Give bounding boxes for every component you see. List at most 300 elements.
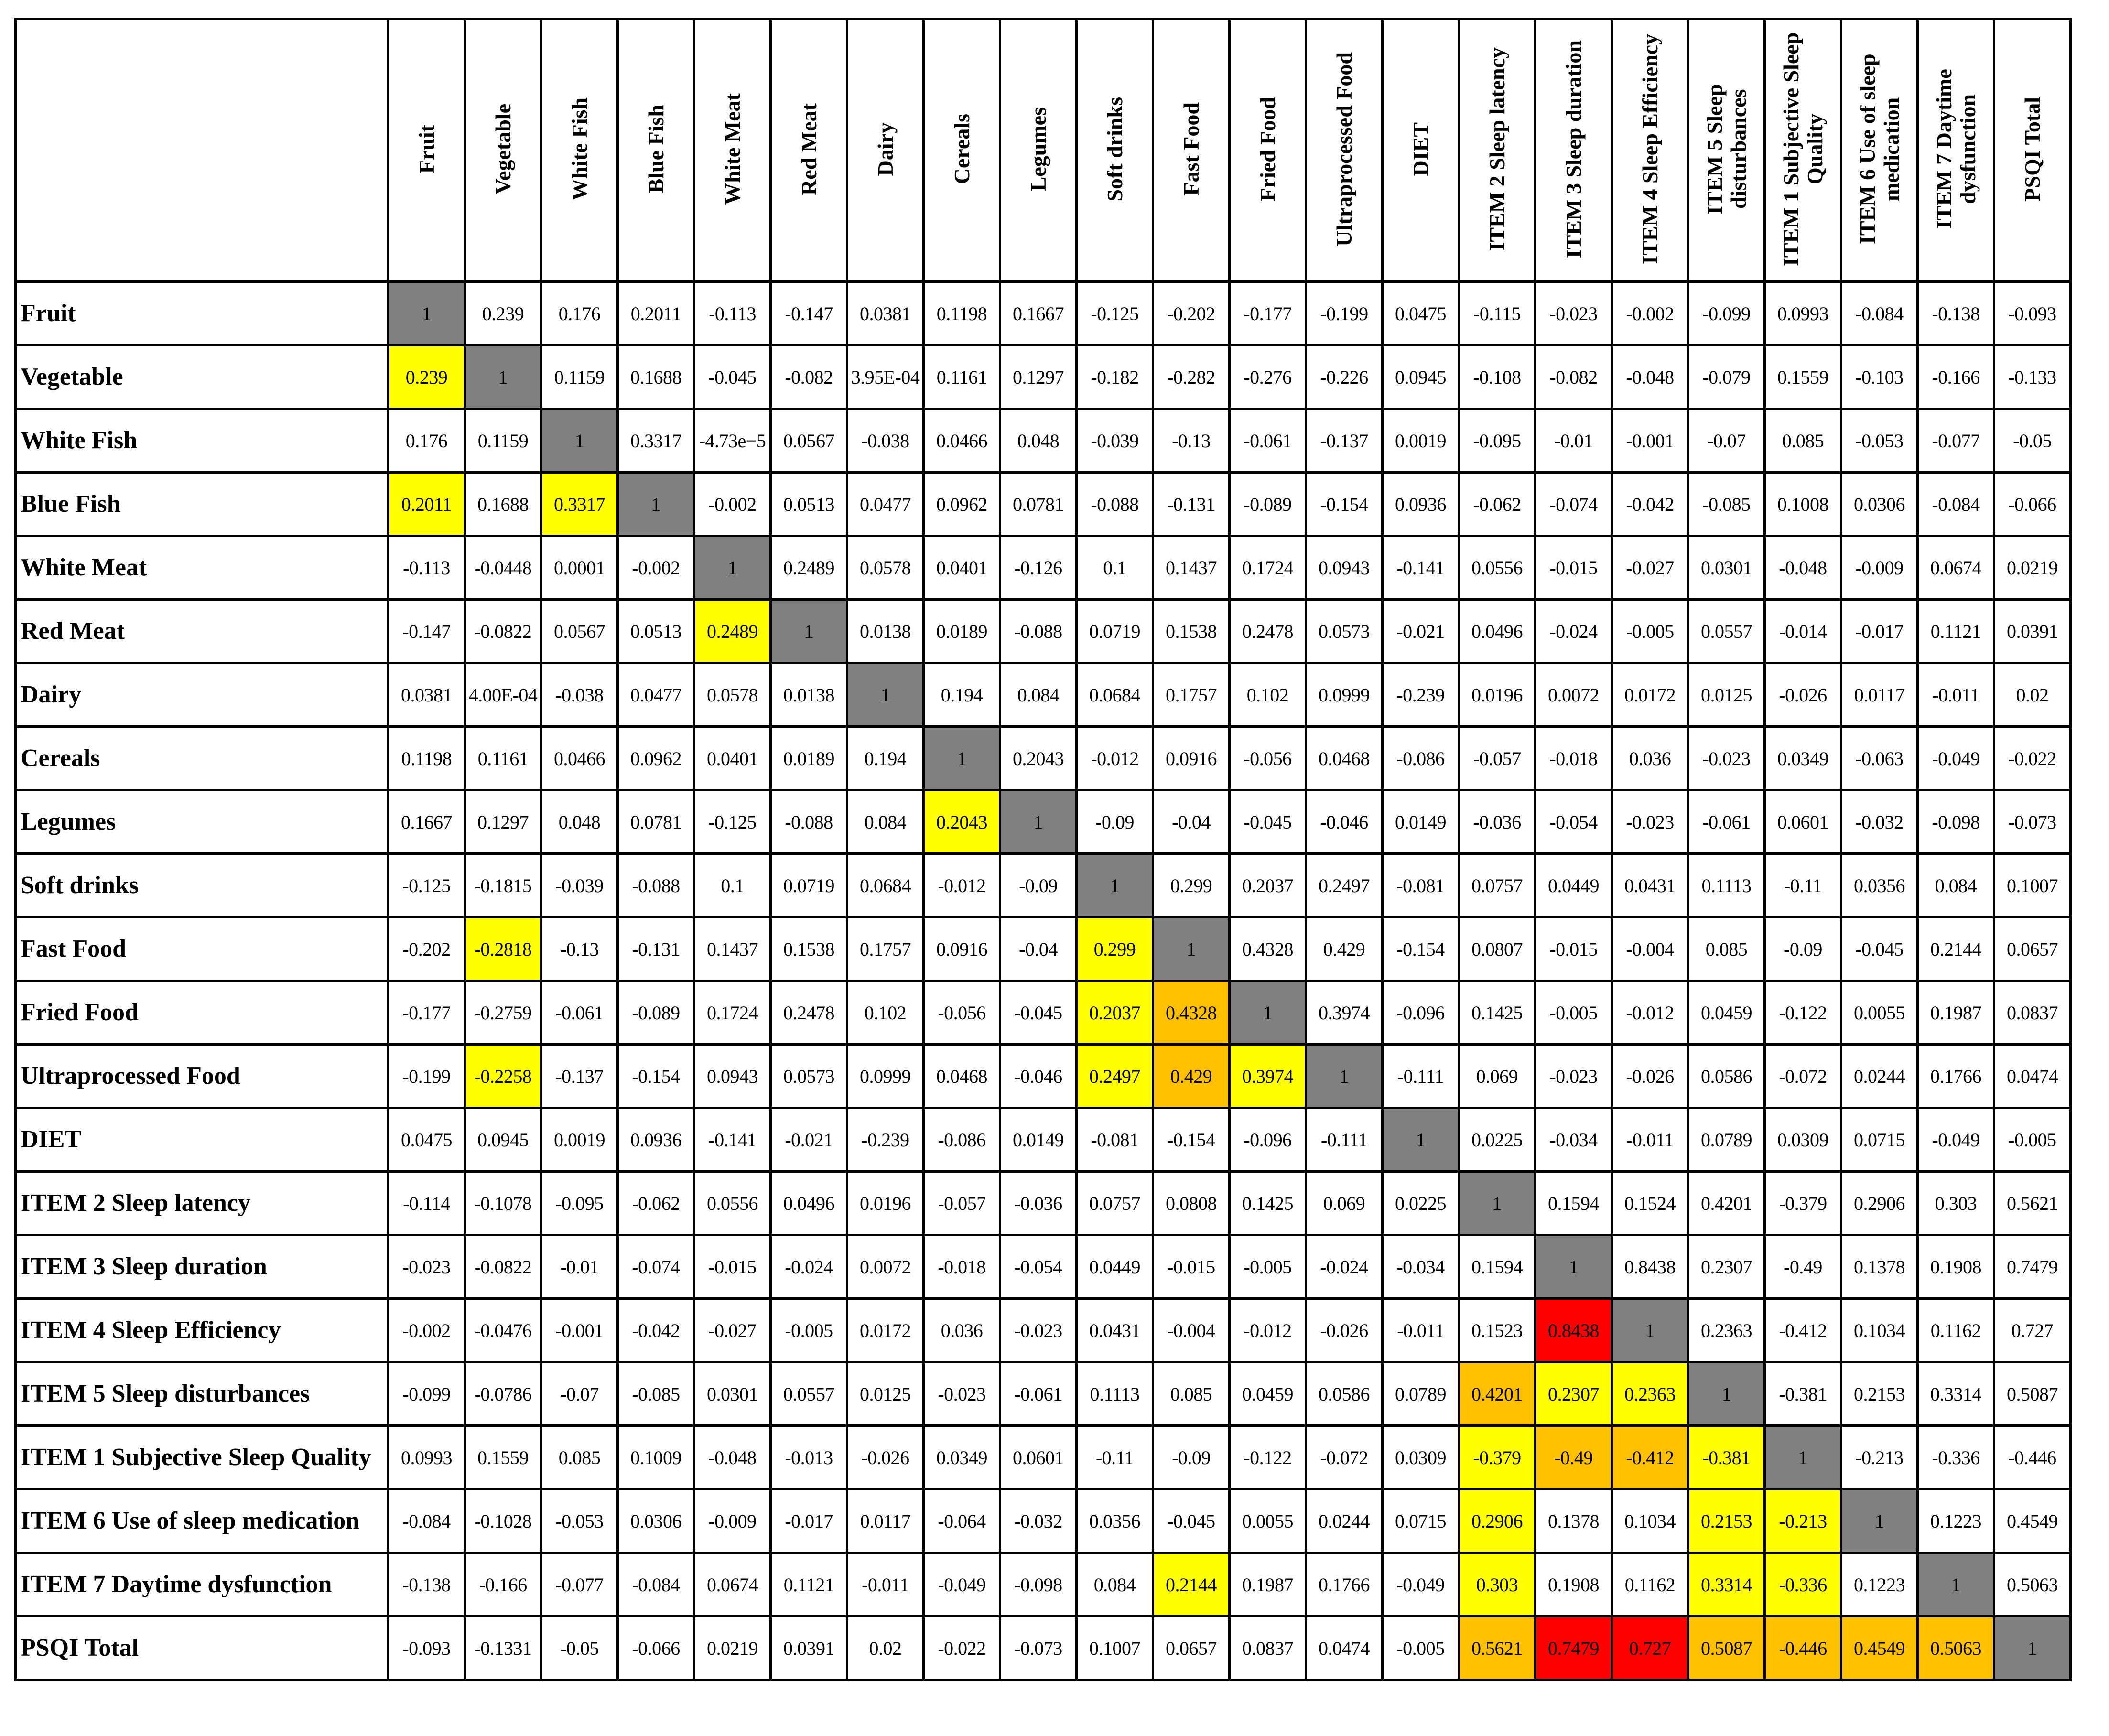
column-header xyxy=(1994,19,2071,282)
correlation-cell: -0.011 xyxy=(1918,663,1994,727)
correlation-cell: 0.0557 xyxy=(1688,600,1765,663)
correlation-cell: -0.379 xyxy=(1459,1426,1536,1489)
correlation-cell: 0.1159 xyxy=(465,409,541,473)
correlation-cell: 0.2906 xyxy=(1459,1489,1536,1553)
correlation-cell: -0.09 xyxy=(1153,1426,1230,1489)
correlation-cell: -0.125 xyxy=(389,854,465,917)
diagonal-cell: 1 xyxy=(465,345,541,409)
correlation-cell: -0.0448 xyxy=(465,536,541,600)
correlation-cell: -0.011 xyxy=(1612,1108,1688,1172)
correlation-cell: -0.1331 xyxy=(465,1617,541,1680)
correlation-cell: -0.005 xyxy=(771,1299,847,1362)
table-row xyxy=(16,1362,2071,1426)
correlation-cell: -0.0786 xyxy=(465,1362,541,1426)
correlation-cell: -0.026 xyxy=(1612,1045,1688,1108)
correlation-cell: 0.069 xyxy=(1459,1045,1536,1108)
correlation-cell: -0.036 xyxy=(1459,790,1536,854)
correlation-cell: 0.194 xyxy=(847,727,924,790)
correlation-cell: 0.0567 xyxy=(541,600,618,663)
correlation-cell: 0.0586 xyxy=(1306,1362,1383,1426)
correlation-cell: 0.4549 xyxy=(1994,1489,2071,1553)
correlation-cell: -0.002 xyxy=(618,536,694,600)
correlation-cell: 0.0055 xyxy=(1230,1489,1306,1553)
correlation-cell: 0.5063 xyxy=(1918,1617,1994,1680)
correlation-cell: 0.0125 xyxy=(847,1362,924,1426)
row-header: ITEM 4 Sleep Efficiency xyxy=(16,1299,389,1362)
correlation-cell: 0.1 xyxy=(1077,536,1153,600)
correlation-cell: -0.002 xyxy=(1612,282,1688,345)
correlation-cell: 0.0244 xyxy=(1841,1045,1918,1108)
correlation-cell: -0.111 xyxy=(1306,1108,1383,1172)
correlation-cell: -0.082 xyxy=(771,345,847,409)
correlation-cell: -0.125 xyxy=(1077,282,1153,345)
correlation-cell: -0.096 xyxy=(1383,981,1459,1045)
column-header-label: Blue Fish xyxy=(643,105,668,194)
correlation-cell: -0.057 xyxy=(1459,727,1536,790)
correlation-cell: -0.381 xyxy=(1688,1426,1765,1489)
correlation-cell: 0.1159 xyxy=(541,345,618,409)
correlation-cell: 0.0189 xyxy=(924,600,1000,663)
correlation-cell: 0.0459 xyxy=(1688,981,1765,1045)
correlation-cell: 0.0962 xyxy=(924,473,1000,536)
column-header xyxy=(1077,19,1153,282)
correlation-cell: 0.0301 xyxy=(1688,536,1765,600)
diagonal-cell: 1 xyxy=(1994,1617,2071,1680)
correlation-cell: 0.1524 xyxy=(1612,1172,1688,1235)
correlation-cell: -0.062 xyxy=(618,1172,694,1235)
column-header xyxy=(1918,19,1994,282)
correlation-cell: 0.1007 xyxy=(1994,854,2071,917)
correlation-cell: 0.1688 xyxy=(618,345,694,409)
correlation-cell: 0.0391 xyxy=(1994,600,2071,663)
correlation-cell: -0.088 xyxy=(1077,473,1153,536)
correlation-cell: 0.303 xyxy=(1459,1553,1536,1617)
correlation-cell: 0.2497 xyxy=(1306,854,1383,917)
correlation-cell: 0.1667 xyxy=(389,790,465,854)
table-row xyxy=(16,1045,2071,1108)
correlation-cell: 0.3974 xyxy=(1230,1045,1306,1108)
correlation-cell: -0.166 xyxy=(1918,345,1994,409)
correlation-cell: 0.0556 xyxy=(1459,536,1536,600)
correlation-cell: 0.0936 xyxy=(618,1108,694,1172)
table-row xyxy=(16,536,2071,600)
correlation-cell: 0.0356 xyxy=(1077,1489,1153,1553)
row-header: ITEM 1 Subjective Sleep Quality xyxy=(16,1426,389,1489)
correlation-cell: 4.00E-04 xyxy=(465,663,541,727)
correlation-cell: 0.0475 xyxy=(1383,282,1459,345)
correlation-cell: 0.0715 xyxy=(1841,1108,1918,1172)
correlation-cell: -0.177 xyxy=(389,981,465,1045)
correlation-cell: -0.002 xyxy=(389,1299,465,1362)
correlation-cell: 0.0715 xyxy=(1383,1489,1459,1553)
column-header-label: PSQI Total xyxy=(2020,97,2044,202)
correlation-cell: -0.049 xyxy=(1918,727,1994,790)
correlation-cell: -0.056 xyxy=(924,981,1000,1045)
correlation-cell: -0.084 xyxy=(1841,282,1918,345)
table-row xyxy=(16,981,2071,1045)
correlation-cell: -0.2759 xyxy=(465,981,541,1045)
correlation-cell: -0.113 xyxy=(694,282,771,345)
correlation-cell: -0.276 xyxy=(1230,345,1306,409)
table-row xyxy=(16,1299,2071,1362)
diagonal-cell: 1 xyxy=(694,536,771,600)
correlation-cell: -0.137 xyxy=(1306,409,1383,473)
correlation-cell: 0.299 xyxy=(1153,854,1230,917)
correlation-cell: 0.1121 xyxy=(771,1553,847,1617)
correlation-cell: -0.084 xyxy=(389,1489,465,1553)
correlation-cell: -0.099 xyxy=(389,1362,465,1426)
correlation-cell: -0.023 xyxy=(1612,790,1688,854)
column-header xyxy=(694,19,771,282)
correlation-cell: -0.057 xyxy=(924,1172,1000,1235)
correlation-cell: 0.4328 xyxy=(1153,981,1230,1045)
correlation-cell: 0.0601 xyxy=(1000,1426,1077,1489)
row-header: Fruit xyxy=(16,282,389,345)
correlation-cell: 0.0196 xyxy=(1459,663,1536,727)
correlation-cell: 0.2478 xyxy=(771,981,847,1045)
correlation-cell: 0.0573 xyxy=(1306,600,1383,663)
correlation-cell: 0.0674 xyxy=(1918,536,1994,600)
correlation-cell: -0.017 xyxy=(1841,600,1918,663)
row-header: PSQI Total xyxy=(16,1617,389,1680)
correlation-cell: -0.085 xyxy=(1688,473,1765,536)
diagonal-cell: 1 xyxy=(1383,1108,1459,1172)
column-header xyxy=(618,19,694,282)
correlation-cell: -0.027 xyxy=(1612,536,1688,600)
diagonal-cell: 1 xyxy=(1077,854,1153,917)
correlation-cell: 0.0349 xyxy=(1765,727,1841,790)
correlation-cell: 0.2043 xyxy=(1000,727,1077,790)
correlation-cell: 0.1987 xyxy=(1230,1553,1306,1617)
correlation-cell: -0.049 xyxy=(1383,1553,1459,1617)
correlation-cell: 0.0117 xyxy=(1841,663,1918,727)
correlation-cell: 0.0557 xyxy=(771,1362,847,1426)
table-row xyxy=(16,790,2071,854)
correlation-cell: 0.1766 xyxy=(1306,1553,1383,1617)
correlation-cell: -0.2818 xyxy=(465,917,541,981)
column-header xyxy=(1536,19,1612,282)
correlation-cell: 0.2037 xyxy=(1077,981,1153,1045)
correlation-cell: -0.023 xyxy=(1000,1299,1077,1362)
correlation-cell: 0.0993 xyxy=(389,1426,465,1489)
correlation-cell: 0.2144 xyxy=(1918,917,1994,981)
column-header xyxy=(1765,19,1841,282)
correlation-cell: -0.038 xyxy=(847,409,924,473)
correlation-cell: 0.0573 xyxy=(771,1045,847,1108)
correlation-cell: 0.2153 xyxy=(1688,1489,1765,1553)
correlation-cell: -0.039 xyxy=(1077,409,1153,473)
correlation-cell: 0.0496 xyxy=(1459,600,1536,663)
correlation-cell: -0.077 xyxy=(1918,409,1994,473)
correlation-cell: -0.1815 xyxy=(465,854,541,917)
correlation-cell: -0.086 xyxy=(1383,727,1459,790)
correlation-cell: 0.2307 xyxy=(1688,1235,1765,1299)
column-header-label: ITEM 6 Use of sleep medication xyxy=(1855,54,1904,245)
correlation-cell: -0.066 xyxy=(1994,473,2071,536)
correlation-cell: 0.1297 xyxy=(465,790,541,854)
correlation-cell: -0.381 xyxy=(1765,1362,1841,1426)
correlation-cell: 0.1594 xyxy=(1536,1172,1612,1235)
correlation-cell: 0.0719 xyxy=(771,854,847,917)
correlation-cell: 0.0789 xyxy=(1383,1362,1459,1426)
correlation-cell: -0.412 xyxy=(1612,1426,1688,1489)
correlation-cell: 0.0466 xyxy=(924,409,1000,473)
correlation-cell: -0.131 xyxy=(1153,473,1230,536)
correlation-cell: 0.0567 xyxy=(771,409,847,473)
correlation-cell: -0.061 xyxy=(1230,409,1306,473)
correlation-cell: -0.073 xyxy=(1000,1617,1077,1680)
correlation-cell: 0.0936 xyxy=(1383,473,1459,536)
correlation-cell: 0.048 xyxy=(1000,409,1077,473)
correlation-cell: -0.038 xyxy=(541,663,618,727)
correlation-cell: 0.0019 xyxy=(541,1108,618,1172)
correlation-cell: -0.126 xyxy=(1000,536,1077,600)
correlation-cell: 0.0807 xyxy=(1459,917,1536,981)
column-header-label: ITEM 1 Subjective Sleep Quality xyxy=(1778,32,1827,266)
correlation-cell: -0.061 xyxy=(1688,790,1765,854)
correlation-cell: -0.084 xyxy=(618,1553,694,1617)
correlation-cell: 0.3317 xyxy=(618,409,694,473)
row-header: Red Meat xyxy=(16,600,389,663)
correlation-cell: -0.021 xyxy=(771,1108,847,1172)
correlation-cell: 0.1538 xyxy=(771,917,847,981)
correlation-cell: 0.0719 xyxy=(1077,600,1153,663)
correlation-cell: -0.001 xyxy=(1612,409,1688,473)
row-header: DIET xyxy=(16,1108,389,1172)
correlation-cell: 0.0449 xyxy=(1536,854,1612,917)
correlation-cell: 0.1908 xyxy=(1918,1235,1994,1299)
correlation-cell: 0.2478 xyxy=(1230,600,1306,663)
column-header-label: Fruit xyxy=(414,124,439,174)
correlation-cell: -0.082 xyxy=(1536,345,1612,409)
correlation-cell: 0.2489 xyxy=(694,600,771,663)
correlation-cell: 0.727 xyxy=(1994,1299,2071,1362)
correlation-cell: 0.085 xyxy=(1765,409,1841,473)
column-header-label: ITEM 7 Daytime dysfunction xyxy=(1931,69,1980,229)
correlation-cell: 0.1559 xyxy=(1765,345,1841,409)
correlation-cell: 0.1425 xyxy=(1459,981,1536,1045)
correlation-cell: 0.1007 xyxy=(1077,1617,1153,1680)
correlation-cell: -0.012 xyxy=(1230,1299,1306,1362)
correlation-cell: -0.085 xyxy=(618,1362,694,1426)
correlation-cell: 0.0684 xyxy=(847,854,924,917)
correlation-cell: -0.226 xyxy=(1306,345,1383,409)
header-row xyxy=(16,19,2071,282)
correlation-cell: 0.084 xyxy=(847,790,924,854)
correlation-cell: -0.103 xyxy=(1841,345,1918,409)
correlation-cell: 0.8438 xyxy=(1536,1299,1612,1362)
correlation-cell: 0.5087 xyxy=(1994,1362,2071,1426)
correlation-cell: 0.102 xyxy=(847,981,924,1045)
correlation-cell: -0.213 xyxy=(1841,1426,1918,1489)
correlation-cell: -0.202 xyxy=(1153,282,1230,345)
correlation-cell: -0.005 xyxy=(1536,981,1612,1045)
column-header xyxy=(1230,19,1306,282)
correlation-cell: 0.0578 xyxy=(847,536,924,600)
correlation-cell: 0.2144 xyxy=(1153,1553,1230,1617)
correlation-cell: 0.1378 xyxy=(1841,1235,1918,1299)
correlation-cell: 0.2043 xyxy=(924,790,1000,854)
correlation-cell: -0.177 xyxy=(1230,282,1306,345)
column-header-label: Red Meat xyxy=(796,103,821,195)
correlation-cell: -0.054 xyxy=(1000,1235,1077,1299)
correlation-cell: -0.096 xyxy=(1230,1108,1306,1172)
correlation-cell: -0.013 xyxy=(771,1426,847,1489)
correlation-cell: -0.122 xyxy=(1230,1426,1306,1489)
correlation-cell: 0.0219 xyxy=(694,1617,771,1680)
correlation-cell: -0.089 xyxy=(618,981,694,1045)
correlation-cell: 0.1908 xyxy=(1536,1553,1612,1617)
correlation-cell: 0.1113 xyxy=(1077,1362,1153,1426)
correlation-cell: 0.085 xyxy=(1153,1362,1230,1426)
correlation-cell: -0.023 xyxy=(389,1235,465,1299)
correlation-cell: 0.0962 xyxy=(618,727,694,790)
correlation-cell: -0.045 xyxy=(1841,917,1918,981)
correlation-cell: 0.2363 xyxy=(1612,1362,1688,1426)
table-row xyxy=(16,600,2071,663)
correlation-cell: 0.0475 xyxy=(389,1108,465,1172)
correlation-cell: 0.0837 xyxy=(1994,981,2071,1045)
column-header-label: White Fish xyxy=(567,97,592,201)
correlation-cell: 0.239 xyxy=(389,345,465,409)
correlation-cell: 0.194 xyxy=(924,663,1000,727)
correlation-cell: 0.0496 xyxy=(771,1172,847,1235)
correlation-cell: 0.4328 xyxy=(1230,917,1306,981)
correlation-cell: 0.085 xyxy=(541,1426,618,1489)
correlation-cell: 0.2489 xyxy=(771,536,847,600)
correlation-cell: 0.084 xyxy=(1077,1553,1153,1617)
correlation-cell: 0.0172 xyxy=(847,1299,924,1362)
correlation-cell: 0.1161 xyxy=(924,345,1000,409)
correlation-cell: 0.0244 xyxy=(1306,1489,1383,1553)
column-header xyxy=(1000,19,1077,282)
correlation-cell: 0.1223 xyxy=(1918,1489,1994,1553)
correlation-cell: -0.166 xyxy=(465,1553,541,1617)
correlation-cell: -0.01 xyxy=(1536,409,1612,473)
correlation-cell: -0.072 xyxy=(1765,1045,1841,1108)
diagonal-cell: 1 xyxy=(618,473,694,536)
correlation-cell: -0.04 xyxy=(1153,790,1230,854)
correlation-cell: 0.4549 xyxy=(1841,1617,1918,1680)
correlation-cell: 0.0999 xyxy=(1306,663,1383,727)
column-header-label: Cereals xyxy=(949,114,974,184)
correlation-cell: 0.4201 xyxy=(1459,1362,1536,1426)
correlation-cell: 0.429 xyxy=(1306,917,1383,981)
correlation-cell: -0.018 xyxy=(924,1235,1000,1299)
correlation-cell: 0.1757 xyxy=(1153,663,1230,727)
correlation-cell: -0.048 xyxy=(694,1426,771,1489)
column-header-label: White Meat xyxy=(720,93,745,205)
correlation-cell: 0.2906 xyxy=(1841,1172,1918,1235)
table-row xyxy=(16,727,2071,790)
correlation-cell: -0.49 xyxy=(1765,1235,1841,1299)
correlation-cell: 0.1757 xyxy=(847,917,924,981)
row-header: ITEM 7 Daytime dysfunction xyxy=(16,1553,389,1617)
correlation-cell: 0.0219 xyxy=(1994,536,2071,600)
table-row xyxy=(16,1108,2071,1172)
correlation-cell: 0.1538 xyxy=(1153,600,1230,663)
correlation-cell: 0.0757 xyxy=(1459,854,1536,917)
table-row xyxy=(16,917,2071,981)
correlation-cell: 0.299 xyxy=(1077,917,1153,981)
correlation-cell: 0.036 xyxy=(1612,727,1688,790)
correlation-cell: 0.1378 xyxy=(1536,1489,1612,1553)
table-row xyxy=(16,1426,2071,1489)
column-header xyxy=(924,19,1000,282)
correlation-cell: -0.141 xyxy=(1383,536,1459,600)
correlation-cell: 0.2153 xyxy=(1841,1362,1918,1426)
correlation-cell: 0.0125 xyxy=(1688,663,1765,727)
table-row xyxy=(16,1617,2071,1680)
correlation-cell: 0.3317 xyxy=(541,473,618,536)
correlation-cell: 0.0601 xyxy=(1765,790,1841,854)
correlation-cell: -0.023 xyxy=(1688,727,1765,790)
correlation-cell: -0.061 xyxy=(541,981,618,1045)
correlation-cell: 0.0468 xyxy=(1306,727,1383,790)
correlation-cell: -0.015 xyxy=(694,1235,771,1299)
correlation-cell: -0.001 xyxy=(541,1299,618,1362)
correlation-cell: -0.053 xyxy=(541,1489,618,1553)
correlation-cell: 0.7479 xyxy=(1536,1617,1612,1680)
column-header xyxy=(1688,19,1765,282)
column-header xyxy=(1306,19,1383,282)
correlation-cell: 0.0189 xyxy=(771,727,847,790)
correlation-cell: 0.239 xyxy=(465,282,541,345)
correlation-cell: 0.0586 xyxy=(1688,1045,1765,1108)
correlation-cell: -0.137 xyxy=(541,1045,618,1108)
diagonal-cell: 1 xyxy=(1306,1045,1383,1108)
correlation-cell: -0.032 xyxy=(1841,790,1918,854)
correlation-cell: -0.004 xyxy=(1153,1299,1230,1362)
correlation-cell: 0.3974 xyxy=(1306,981,1383,1045)
correlation-cell: -0.141 xyxy=(694,1108,771,1172)
column-header xyxy=(1612,19,1688,282)
diagonal-cell: 1 xyxy=(1688,1362,1765,1426)
correlation-cell: 0.1523 xyxy=(1459,1299,1536,1362)
correlation-cell: -0.446 xyxy=(1994,1426,2071,1489)
correlation-cell: -0.49 xyxy=(1536,1426,1612,1489)
column-header xyxy=(1153,19,1230,282)
correlation-cell: -0.063 xyxy=(1841,727,1918,790)
correlation-cell: 0.084 xyxy=(1918,854,1994,917)
correlation-cell: 0.8438 xyxy=(1612,1235,1688,1299)
correlation-cell: -0.09 xyxy=(1765,917,1841,981)
correlation-cell: -0.023 xyxy=(1536,282,1612,345)
correlation-cell: 0.0916 xyxy=(1153,727,1230,790)
correlation-cell: -0.014 xyxy=(1765,600,1841,663)
row-header: Fried Food xyxy=(16,981,389,1045)
correlation-cell: -0.048 xyxy=(1612,345,1688,409)
correlation-cell: -0.074 xyxy=(1536,473,1612,536)
correlation-cell: 0.1437 xyxy=(694,917,771,981)
correlation-cell: 0.1121 xyxy=(1918,600,1994,663)
correlation-cell: 0.1425 xyxy=(1230,1172,1306,1235)
correlation-cell: -0.147 xyxy=(771,282,847,345)
correlation-cell: -0.239 xyxy=(847,1108,924,1172)
correlation-cell: -0.023 xyxy=(1536,1045,1612,1108)
correlation-cell: 0.102 xyxy=(1230,663,1306,727)
correlation-cell: -0.026 xyxy=(847,1426,924,1489)
correlation-cell: 0.5087 xyxy=(1688,1617,1765,1680)
correlation-cell: 0.0401 xyxy=(924,536,1000,600)
correlation-cell: -0.13 xyxy=(541,917,618,981)
correlation-cell: 0.1987 xyxy=(1918,981,1994,1045)
correlation-cell: -0.138 xyxy=(1918,282,1994,345)
correlation-cell: 0.0468 xyxy=(924,1045,1000,1108)
diagonal-cell: 1 xyxy=(541,409,618,473)
correlation-cell: -0.046 xyxy=(1000,1045,1077,1108)
row-header: Vegetable xyxy=(16,345,389,409)
